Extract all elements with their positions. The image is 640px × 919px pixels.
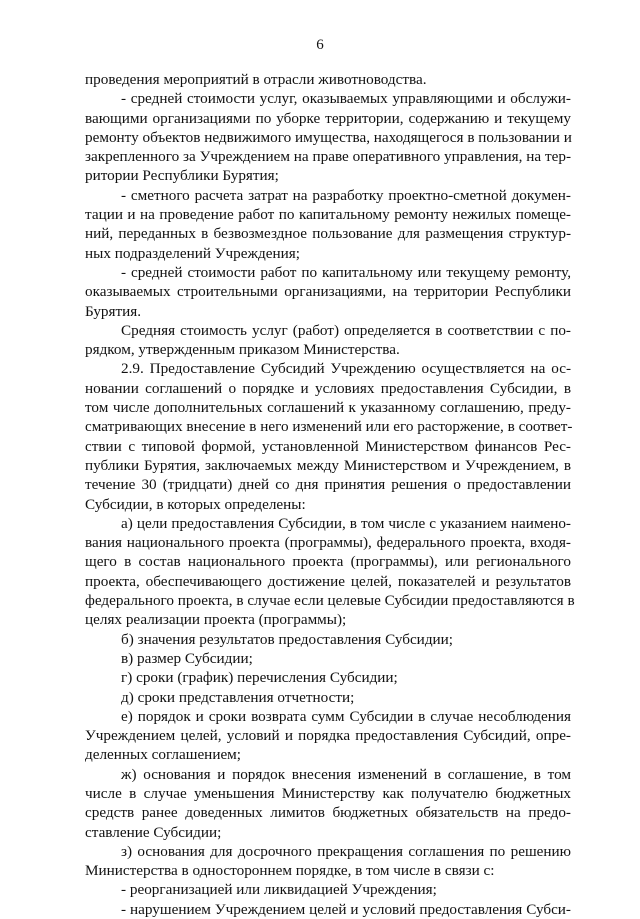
- text-line: ствии с типовой формой, установленной Министерством финансов Рес-: [85, 437, 571, 455]
- text-line: вания национального проекта (программы), федерального проекта, входя-: [85, 534, 571, 552]
- text-line: публики Бурятия, заключаемых между Министерством и Учреждением, в: [85, 456, 571, 474]
- text-line: тации и на проведение работ по капитальному ремонту нежилых помеще-: [85, 206, 571, 224]
- text-line: ремонту объектов недвижимого имущества, находящегося в пользовании и: [85, 128, 572, 146]
- text-line: Учреждением целей, условий и порядка предоставления Субсидий, опре-: [85, 727, 571, 745]
- text-line: новании соглашений о порядке и условиях предоставления Субсидии, в: [85, 379, 571, 397]
- text-line: 2.9. Предоставление Субсидий Учреждению осуществляется на ос-: [121, 360, 571, 378]
- text-line: б) значения результатов предоставления Субсидии;: [121, 630, 454, 648]
- text-line: Субсидии, в которых определены:: [85, 495, 306, 513]
- text-line: - сметного расчета затрат на разработку проектно-сметной докумен-: [121, 186, 571, 204]
- text-line: том числе дополнительных соглашений к указанному соглашению, преду-: [85, 399, 571, 417]
- text-line: в) размер Субсидии;: [121, 649, 253, 667]
- text-line: средств ранее доведенных лимитов бюджетных обязательств на предо-: [85, 804, 571, 822]
- text-line: деленных соглашением;: [85, 746, 242, 764]
- text-line: целях реализации проекта (программы);: [85, 611, 347, 629]
- document-body: [85, 70, 575, 919]
- text-line: - нарушением Учреждением целей и условий предоставления Субси-: [121, 900, 571, 918]
- text-line: е) порядок и сроки возврата сумм Субсидии в случае несоблюдения: [121, 707, 571, 725]
- text-line: Министерства в одностороннем порядке, в том числе в связи с:: [85, 862, 495, 880]
- text-line: щего в состав национального проекта (программы), или регионального: [85, 553, 571, 571]
- text-line: вающими организациями по уборке территории, содержанию и текущему: [85, 109, 571, 127]
- text-line: ритории Республики Бурятия;: [85, 167, 279, 185]
- text-line: оказываемых строительными организациями, на территории Республики: [85, 283, 571, 301]
- text-line: течение 30 (тридцати) дней со дня принятия решения о предоставлении: [85, 476, 571, 494]
- text-line: сматривающих внесение в него изменений или его расторжение, в соответ-: [85, 418, 573, 436]
- text-line: - реорганизацией или ликвидацией Учреждения;: [121, 881, 437, 899]
- text-line: Бурятия.: [85, 302, 142, 320]
- text-line: федерального проекта, в случае если целевые Субсидии предоставляются в: [85, 592, 575, 610]
- text-line: проекта, обеспечивающего достижение целей, показателей и результатов: [85, 572, 571, 590]
- text-line: з) основания для досрочного прекращения соглашения по решению: [121, 842, 571, 860]
- text-line: числе в случае уменьшения Министерству как получателю бюджетных: [85, 784, 571, 802]
- text-line: закрепленного за Учреждением на праве оперативного управления, на тер-: [85, 148, 571, 166]
- text-line: ж) основания и порядок внесения изменений в соглашение, в том: [121, 765, 571, 783]
- text-line: ставление Субсидии;: [85, 823, 222, 841]
- text-line: д) сроки представления отчетности;: [121, 688, 355, 706]
- text-line: ных подразделений Учреждения;: [85, 244, 300, 262]
- text-line: ний, переданных в безвозмездное пользование для размещения структур-: [85, 225, 571, 243]
- text-line: рядком, утвержденным приказом Министерства.: [85, 341, 400, 359]
- text-line: - средней стоимости работ по капитальному или текущему ремонту,: [121, 263, 571, 281]
- text-line: проведения мероприятий в отрасли животноводства.: [85, 71, 427, 88]
- text-line: Средняя стоимость услуг (работ) определяется в соответствии с по-: [121, 321, 571, 339]
- text-line: г) сроки (график) перечисления Субсидии;: [121, 669, 398, 687]
- text-line: - средней стоимости услуг, оказываемых управляющими и обслужи-: [121, 90, 571, 108]
- page-number: 6: [316, 37, 324, 53]
- text-line: а) цели предоставления Субсидии, в том числе с указанием наимено-: [121, 514, 571, 532]
